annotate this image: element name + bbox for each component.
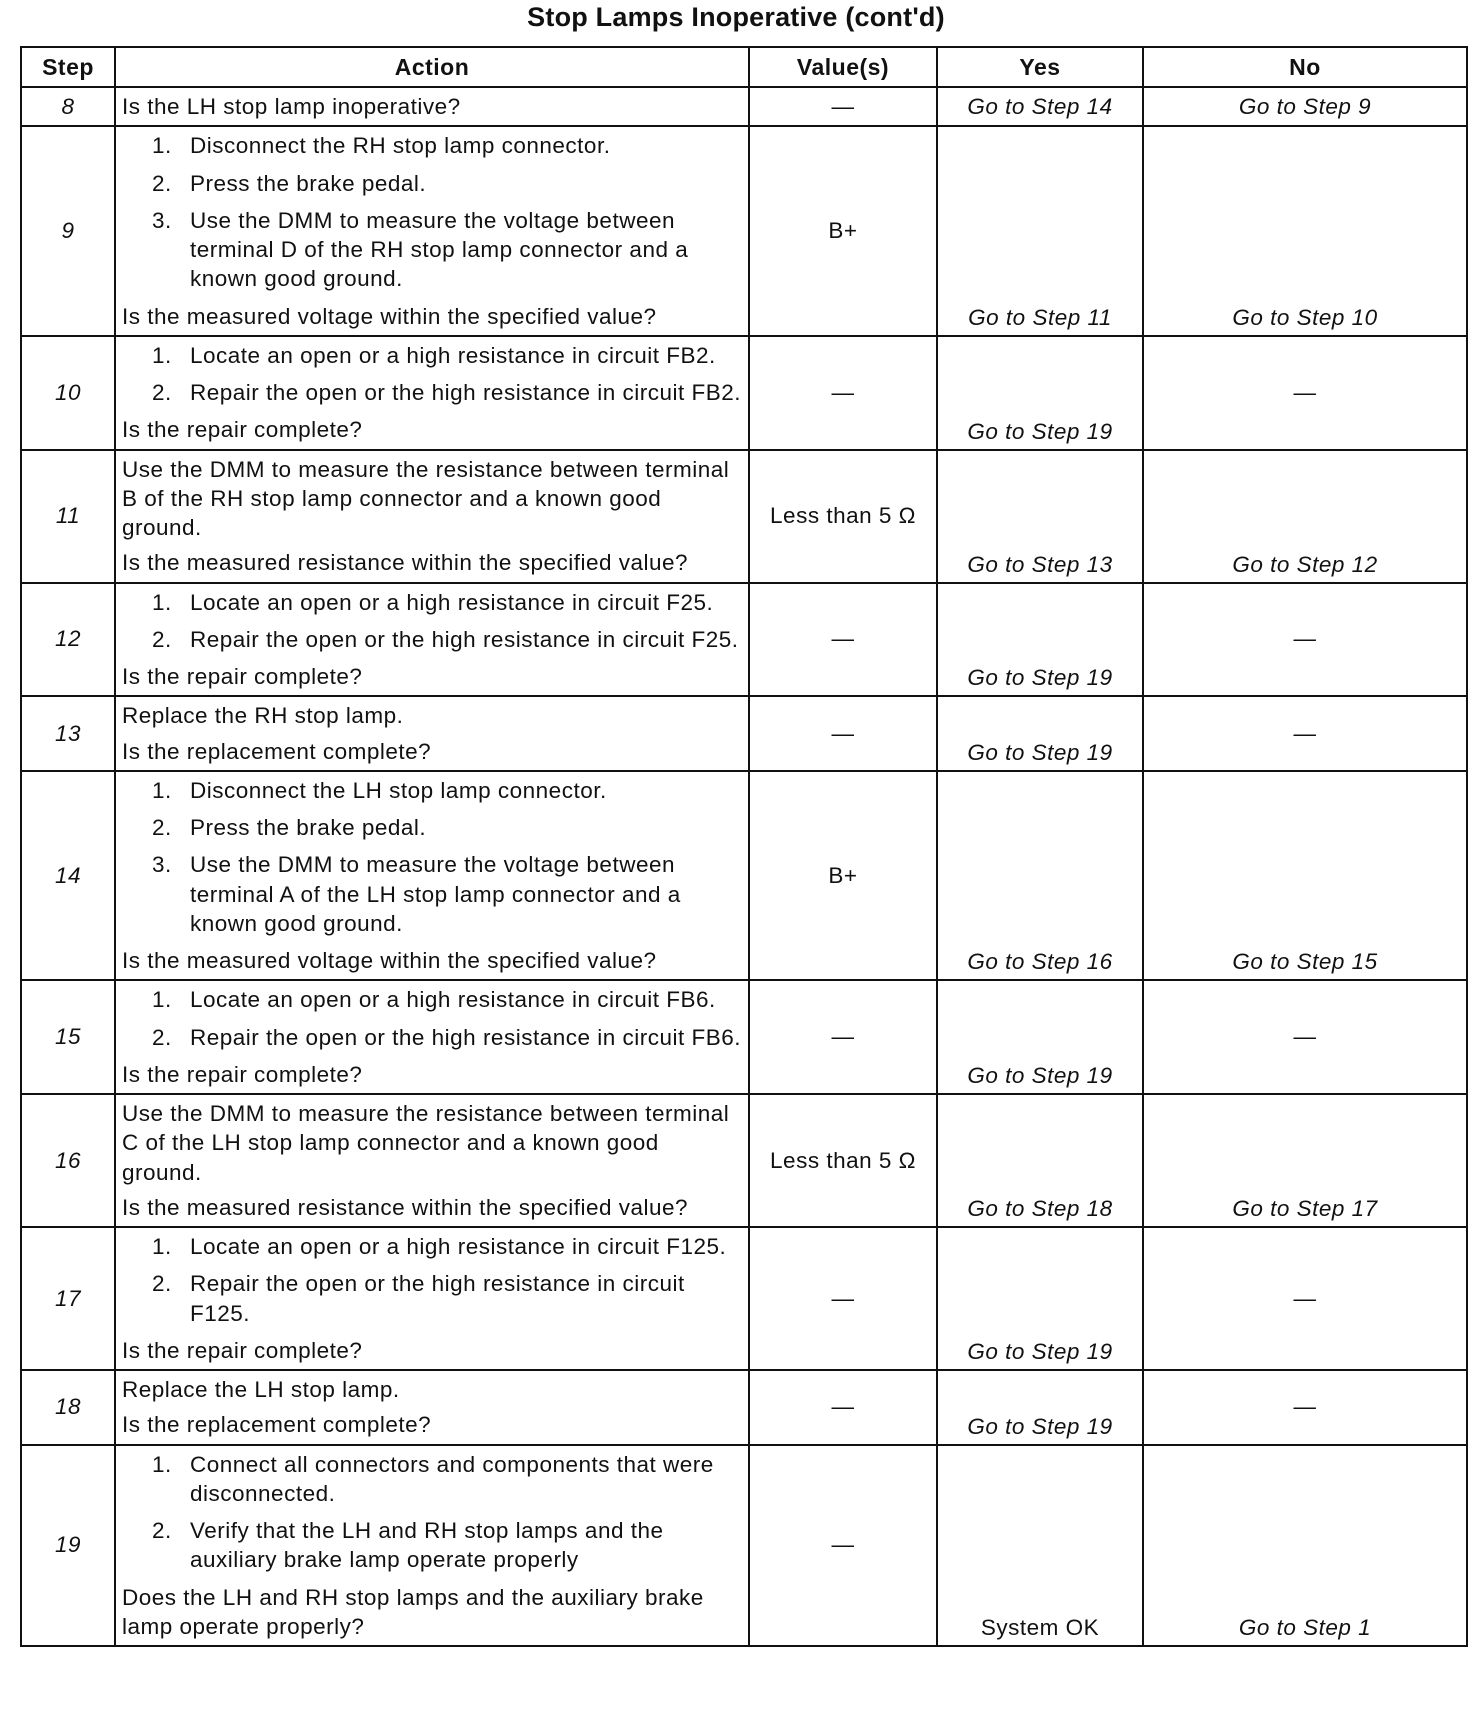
list-item: 2. Repair the open or the high resistance in circuit FB6.: [152, 1024, 742, 1050]
table-row: [21, 126, 1467, 336]
step-number: 9: [21, 126, 115, 336]
table-row: [21, 980, 1467, 1094]
list-item: 2. Repair the open or the high resistance in circuit F25.: [152, 626, 739, 652]
step-number: 11: [21, 450, 115, 583]
no-cell: Go to Step 10: [1143, 126, 1467, 336]
action-question: Is the repair complete?: [122, 417, 363, 443]
action-question: Is the repair complete?: [122, 1337, 363, 1363]
list-item: 2. Repair the open or the high resistance in circuit FB2.: [152, 380, 742, 405]
action-question: Is the replacement complete?: [122, 738, 432, 764]
table-row: [21, 1370, 1467, 1445]
action-cell: [115, 336, 749, 450]
list-item: 2. Press the brake pedal.: [152, 170, 427, 196]
action-cell: [115, 583, 749, 697]
action-question: Is the repair complete?: [122, 664, 363, 689]
yes-cell: Go to Step 19: [937, 583, 1143, 697]
list-item: 3. Use the DMM to measure the voltage between terminal A of the LH stop lamp connector and a known good ground.: [152, 852, 681, 936]
header-yes: Yes: [937, 47, 1143, 87]
action-question: Is the measured voltage within the specified value?: [122, 303, 657, 329]
action-list: [122, 1450, 742, 1575]
action-list: [122, 131, 742, 293]
value-cell: —: [749, 696, 937, 771]
action-text: Use the DMM to measure the resistance between terminal C of the LH stop lamp connector and a known good ground.: [122, 1101, 730, 1185]
action-cell: [115, 980, 749, 1094]
no-cell: —: [1143, 1227, 1467, 1370]
action-list: [122, 588, 742, 655]
step-number: 10: [21, 336, 115, 450]
yes-cell: Go to Step 19: [937, 980, 1143, 1094]
yes-cell: Go to Step 16: [937, 771, 1143, 981]
list-item: 1. Disconnect the LH stop lamp connector.: [152, 777, 607, 803]
yes-cell: Go to Step 14: [937, 87, 1143, 126]
header-action: Action: [115, 47, 749, 87]
table-row: [21, 1094, 1467, 1227]
action-cell: [115, 771, 749, 981]
yes-cell: Go to Step 19: [937, 1370, 1143, 1445]
list-item: 1. Locate an open or a high resistance in circuit F25.: [152, 589, 714, 615]
action-question: Is the repair complete?: [122, 1061, 363, 1087]
no-cell: Go to Step 12: [1143, 450, 1467, 583]
action-question: Does the LH and RH stop lamps and the auxiliary brake lamp operate properly?: [122, 1584, 704, 1639]
step-number: 13: [21, 696, 115, 771]
action-question: Is the replacement complete?: [122, 1412, 432, 1438]
value-cell: Less than 5 Ω: [749, 450, 937, 583]
list-item: 1. Disconnect the RH stop lamp connector.: [152, 133, 611, 159]
list-item: 3. Use the DMM to measure the voltage between terminal D of the RH stop lamp connector and a known good ground.: [152, 207, 689, 292]
yes-cell: Go to Step 19: [937, 336, 1143, 450]
table-row: [21, 87, 1467, 126]
action-question: Is the LH stop lamp inoperative?: [122, 94, 461, 119]
list-item: 1. Connect all connectors and components that were disconnected.: [152, 1451, 714, 1506]
list-item: 1. Locate an open or a high resistance in circuit F125.: [152, 1234, 727, 1259]
table-row: [21, 336, 1467, 450]
no-cell: —: [1143, 336, 1467, 450]
action-list: [122, 1232, 742, 1328]
action-cell: [115, 1094, 749, 1227]
yes-cell: Go to Step 18: [937, 1094, 1143, 1227]
action-question: Is the measured resistance within the specified value?: [122, 1194, 689, 1220]
action-list: [122, 341, 742, 408]
action-question: Is the measured resistance within the specified value?: [122, 550, 689, 576]
value-cell: —: [749, 583, 937, 697]
page-title: Stop Lamps Inoperative (cont'd): [527, 2, 945, 32]
action-cell: [115, 126, 749, 336]
yes-cell: Go to Step 19: [937, 696, 1143, 771]
table-row: [21, 771, 1467, 981]
step-number: 17: [21, 1227, 115, 1370]
action-question: Is the measured voltage within the specified value?: [122, 948, 657, 973]
list-item: 2. Press the brake pedal.: [152, 815, 427, 840]
action-cell: [115, 1370, 749, 1445]
step-number: 12: [21, 583, 115, 697]
list-item: 1. Locate an open or a high resistance in circuit FB6.: [152, 987, 716, 1013]
action-cell: [115, 1227, 749, 1370]
diagnostic-table: [20, 46, 1468, 1647]
list-item: 2. Repair the open or the high resistance in circuit F125.: [152, 1271, 685, 1326]
table-row: [21, 450, 1467, 583]
no-cell: Go to Step 1: [1143, 1445, 1467, 1647]
value-cell: B+: [749, 126, 937, 336]
yes-cell: Go to Step 19: [937, 1227, 1143, 1370]
step-number: 15: [21, 980, 115, 1094]
value-cell: B+: [749, 771, 937, 981]
action-list: [122, 985, 742, 1052]
value-cell: —: [749, 1370, 937, 1445]
no-cell: Go to Step 9: [1143, 87, 1467, 126]
header-step: Step: [21, 47, 115, 87]
header-row: [21, 47, 1467, 87]
list-item: 2. Verify that the LH and RH stop lamps and the auxiliary brake lamp operate properly: [152, 1518, 664, 1573]
header-no: No: [1143, 47, 1467, 87]
table-row: [21, 583, 1467, 697]
value-cell: —: [749, 336, 937, 450]
no-cell: Go to Step 15: [1143, 771, 1467, 981]
value-cell: —: [749, 1227, 937, 1370]
step-number: 14: [21, 771, 115, 981]
table-row: [21, 1445, 1467, 1647]
action-text: Use the DMM to measure the resistance between terminal B of the RH stop lamp connector and a known good ground.: [122, 456, 730, 540]
action-cell: [115, 450, 749, 583]
yes-cell: Go to Step 13: [937, 450, 1143, 583]
value-cell: Less than 5 Ω: [749, 1094, 937, 1227]
no-cell: Go to Step 17: [1143, 1094, 1467, 1227]
table-row: [21, 1227, 1467, 1370]
no-cell: —: [1143, 980, 1467, 1094]
no-cell: —: [1143, 696, 1467, 771]
action-cell: [115, 87, 749, 126]
value-cell: —: [749, 1445, 937, 1647]
table-row: [21, 696, 1467, 771]
list-item: 1. Locate an open or a high resistance in circuit FB2.: [152, 342, 716, 368]
step-number: 19: [21, 1445, 115, 1647]
no-cell: —: [1143, 1370, 1467, 1445]
action-text: Replace the LH stop lamp.: [122, 1377, 400, 1402]
action-list: [122, 776, 742, 938]
yes-cell: Go to Step 11: [937, 126, 1143, 336]
step-number: 16: [21, 1094, 115, 1227]
step-number: 8: [21, 87, 115, 126]
action-cell: [115, 1445, 749, 1647]
step-number: 18: [21, 1370, 115, 1445]
action-cell: [115, 696, 749, 771]
action-text: Replace the RH stop lamp.: [122, 703, 404, 729]
yes-cell: System OK: [937, 1445, 1143, 1647]
no-cell: —: [1143, 583, 1467, 697]
header-values: Value(s): [749, 47, 937, 87]
value-cell: —: [749, 980, 937, 1094]
value-cell: —: [749, 87, 937, 126]
